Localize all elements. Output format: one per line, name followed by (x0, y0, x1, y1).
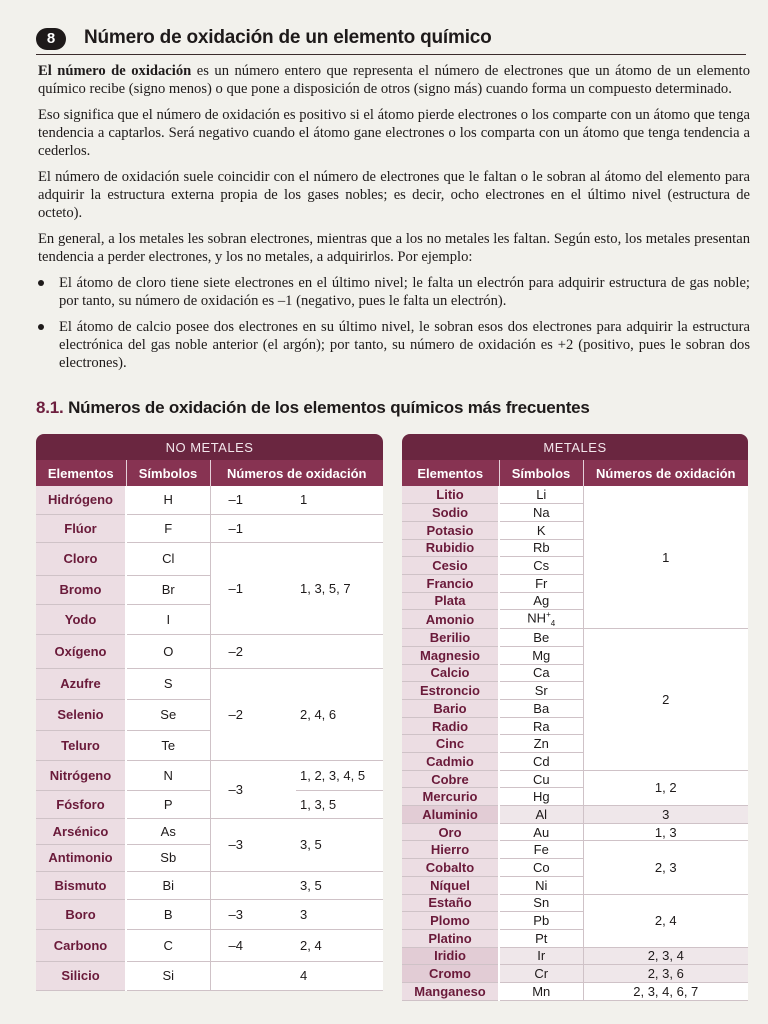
symbol-cell: Br (126, 575, 210, 604)
element-name-cell: Aluminio (402, 806, 499, 824)
oxidation-positive-cell: 4 (296, 961, 383, 990)
element-name-cell: Platino (402, 929, 499, 947)
column-header-elementos: Elementos (36, 460, 126, 486)
symbol-text: Mg (532, 647, 551, 663)
oxidation-negative-cell: –1 (210, 486, 296, 514)
element-name-cell: Cadmio (402, 753, 499, 771)
oxidation-positive-cell: 3, 5 (296, 871, 383, 899)
element-name-cell: Francio (402, 574, 499, 592)
symbol-cell (499, 929, 583, 947)
symbol-cell: C (126, 929, 210, 961)
symbol-cell (499, 557, 583, 575)
symbol-cell (499, 539, 583, 557)
element-name-cell: Estaño (402, 894, 499, 912)
symbol-text: Mn (532, 983, 551, 999)
symbol-cell (499, 574, 583, 592)
symbol-text: Sr (534, 683, 548, 699)
symbol-cell: Cl (126, 542, 210, 575)
symbol-text: Fr (535, 575, 548, 591)
element-name-cell: Mercurio (402, 788, 499, 806)
element-name-cell: Cesio (402, 557, 499, 575)
oxidation-positive-cell: 1 (296, 486, 383, 514)
oxidation-positive-cell (296, 634, 383, 668)
table-row (36, 871, 383, 899)
element-name-cell: Nitrógeno (36, 760, 126, 790)
symbol-text: Al (535, 806, 548, 822)
table-row (402, 486, 748, 504)
table-row (36, 668, 383, 699)
symbol-cell (499, 592, 583, 610)
symbol-cell (499, 646, 583, 664)
element-name-cell: Bario (402, 699, 499, 717)
nonmetals-table (36, 434, 383, 991)
symbol-text: Sn (533, 895, 550, 911)
table-row (36, 818, 383, 844)
column-header-elementos: Elementos (402, 460, 499, 486)
symbol-text: Pb (533, 913, 550, 929)
oxidation-numbers-cell: 1, 3 (583, 823, 748, 841)
symbol-cell (499, 806, 583, 824)
symbol-cell (499, 486, 583, 504)
symbol-cell (499, 788, 583, 806)
symbol-cell: Se (126, 699, 210, 730)
bullet-calcio-text: El átomo de calcio posee dos electrones en su último nivel, le sobran esos dos electrones para adquirir la estructura electrónica del gas noble anterior (el argón); por tanto, su número de oxidación es +2 (positivo, pues le sobran dos electrones). (59, 319, 750, 371)
symbol-cell (499, 664, 583, 682)
oxidation-negative-cell: –4 (210, 929, 296, 961)
symbol-text: Ag (533, 593, 550, 609)
symbol-cell: As (126, 818, 210, 844)
bullet-dot (38, 324, 44, 330)
element-name-cell: Oro (402, 823, 499, 841)
column-header-numeros-oxidacion: Números de oxidación (210, 460, 383, 486)
element-name-cell: Bromo (36, 575, 126, 604)
oxidation-negative-cell: –1 (210, 542, 296, 634)
symbol-text: Co (532, 860, 550, 876)
oxidation-negative-cell (210, 961, 296, 990)
symbol-text: Ir (537, 948, 546, 964)
table-row (36, 486, 383, 514)
symbol-cell (499, 876, 583, 894)
oxidation-numbers-cell: 2, 3, 4, 6, 7 (583, 982, 748, 1000)
column-header-simbolos: Símbolos (499, 460, 583, 486)
table-row (36, 514, 383, 542)
oxidation-positive-cell: 3, 5 (296, 818, 383, 871)
symbol-cell (499, 629, 583, 647)
table-row (36, 634, 383, 668)
oxidation-numbers-cell: 2, 3, 6 (583, 965, 748, 983)
symbol-cell (499, 753, 583, 771)
oxidation-numbers-cell: 1 (583, 486, 748, 629)
paragraph-definition (38, 62, 750, 98)
oxidation-negative-cell: –2 (210, 634, 296, 668)
bullet-calcio (38, 318, 750, 372)
symbol-cell (499, 735, 583, 753)
symbol-cell (499, 841, 583, 859)
element-name-cell: Calcio (402, 664, 499, 682)
symbol-cell (499, 965, 583, 983)
element-name-cell: Rubidio (402, 539, 499, 557)
table-row (402, 947, 748, 965)
element-name-cell: Yodo (36, 604, 126, 634)
element-name-cell: Azufre (36, 668, 126, 699)
nonmetals-title: NO METALES (36, 434, 383, 460)
element-name-cell: Cinc (402, 735, 499, 753)
symbol-text: Pt (535, 930, 548, 946)
element-name-cell: Radio (402, 717, 499, 735)
table-row (402, 841, 748, 859)
table-row (36, 929, 383, 961)
oxidation-positive-cell: 1, 2, 3, 4, 5 (296, 760, 383, 790)
element-name-cell: Cobre (402, 770, 499, 788)
metals-title: METALES (402, 434, 748, 460)
oxidation-numbers-cell: 1, 2 (583, 770, 748, 805)
oxidation-positive-cell: 1, 3, 5 (296, 790, 383, 818)
table-row (402, 770, 748, 788)
oxidation-numbers-cell: 2, 3 (583, 841, 748, 894)
symbol-text: Be (533, 630, 550, 646)
element-name-cell: Manganeso (402, 982, 499, 1000)
element-name-cell: Amonio (402, 610, 499, 629)
symbol-cell (499, 504, 583, 522)
term-numero-oxidacion: El número de oxidación (38, 63, 192, 79)
subsection-title: Números de oxidación de los elementos químicos más frecuentes (68, 398, 590, 417)
table-row (402, 823, 748, 841)
symbol-text: Ba (533, 700, 550, 716)
symbol-cell: Si (126, 961, 210, 990)
element-name-cell: Níquel (402, 876, 499, 894)
element-name-cell: Bismuto (36, 871, 126, 899)
element-name-cell: Plomo (402, 912, 499, 930)
element-name-cell: Flúor (36, 514, 126, 542)
symbol-text: Cr (534, 966, 549, 982)
oxidation-negative-cell: –2 (210, 668, 296, 760)
symbol-text: NH (527, 610, 547, 626)
element-name-cell: Estroncio (402, 682, 499, 700)
element-name-cell: Boro (36, 899, 126, 929)
oxidation-positive-cell: 2, 4, 6 (296, 668, 383, 760)
section-heading (36, 26, 746, 55)
paragraph-definition-text: es un número entero que representa el número de electrones que un átomo de un elemento químico recibe (signo menos) o que pone a disposición de otros (signo más) cuando forma un compuesto determinado. (38, 63, 750, 97)
element-name-cell: Sodio (402, 504, 499, 522)
section-number-badge: 8 (36, 28, 66, 50)
oxidation-negative-cell: –1 (210, 514, 296, 542)
symbol-text: Li (536, 487, 547, 503)
symbol-cell: Bi (126, 871, 210, 899)
oxidation-negative-cell: –3 (210, 760, 296, 818)
symbol-text: Ni (535, 877, 548, 893)
paragraph-metals: En general, a los metales les sobran electrones, mientras que a los no metales les faltan. Según esto, los metales presentan tendencia a perder electrones, y los no metales, a adquirirlos. Por ejemplo: (38, 231, 750, 265)
symbol-text: Cs (533, 558, 550, 574)
table-row (402, 806, 748, 824)
table-row (402, 965, 748, 983)
element-name-cell: Silicio (36, 961, 126, 990)
symbol-cell (499, 894, 583, 912)
symbol-cell: P (126, 790, 210, 818)
element-name-cell: Teluro (36, 730, 126, 760)
element-name-cell: Iridio (402, 947, 499, 965)
symbol-cell (499, 947, 583, 965)
element-name-cell: Hidrógeno (36, 486, 126, 514)
symbol-text: Ca (532, 665, 550, 681)
body-text (38, 62, 750, 380)
oxidation-positive-cell: 3 (296, 899, 383, 929)
section-title: Número de oxidación de un elemento químico (84, 27, 492, 48)
table-row (36, 899, 383, 929)
symbol-cell: F (126, 514, 210, 542)
oxidation-negative-cell (210, 871, 296, 899)
symbol-text: Rb (532, 540, 550, 556)
oxidation-positive-cell (296, 514, 383, 542)
element-name-cell: Selenio (36, 699, 126, 730)
paragraph-octet: El número de oxidación suele coincidir con el número de electrones que le faltan o le sobran al átomo del elemento para adquirir la estructura externa propia de los gases nobles; es decir, ocho electrones en el último nivel (estructura de octeto). (38, 169, 750, 221)
paragraph-sign: Eso significa que el número de oxidación es positivo si el átomo pierde electrones o los comparte con un átomo que tenga tendencia a captarlos. Será negativo cuando el átomo gane electrones o los comparta con un átomo que tenga tendencia a cederlos. (38, 107, 750, 159)
symbol-subscript: 4 (550, 619, 556, 629)
symbol-cell (499, 859, 583, 877)
element-name-cell: Oxígeno (36, 634, 126, 668)
symbol-text: Cu (532, 771, 550, 787)
symbol-cell (499, 682, 583, 700)
table-row (402, 894, 748, 912)
subsection-number: 8.1. (36, 398, 64, 417)
oxidation-numbers-cell: 2, 4 (583, 894, 748, 947)
column-header-simbolos: Símbolos (126, 460, 210, 486)
element-name-cell: Cobalto (402, 859, 499, 877)
oxidation-numbers-cell: 2 (583, 629, 748, 771)
oxidation-negative-cell: –3 (210, 818, 296, 871)
oxidation-numbers-cell: 3 (583, 806, 748, 824)
symbol-cell: Sb (126, 844, 210, 871)
symbol-cell (499, 823, 583, 841)
symbol-cell: I (126, 604, 210, 634)
element-name-cell: Cromo (402, 965, 499, 983)
element-name-cell: Litio (402, 486, 499, 504)
bullet-dot (38, 280, 44, 286)
element-name-cell: Cloro (36, 542, 126, 575)
symbol-charge: + (546, 610, 551, 620)
symbol-cell: S (126, 668, 210, 699)
symbol-cell (499, 699, 583, 717)
bullet-cloro (38, 274, 750, 310)
oxidation-numbers-cell: 2, 3, 4 (583, 947, 748, 965)
element-name-cell: Magnesio (402, 646, 499, 664)
element-name-cell: Fósforo (36, 790, 126, 818)
symbol-cell (499, 770, 583, 788)
element-name-cell: Carbono (36, 929, 126, 961)
oxidation-positive-cell: 2, 4 (296, 929, 383, 961)
element-name-cell: Potasio (402, 521, 499, 539)
element-name-cell: Plata (402, 592, 499, 610)
symbol-cell: O (126, 634, 210, 668)
symbol-cell: Te (126, 730, 210, 760)
element-name-cell: Antimonio (36, 844, 126, 871)
element-name-cell: Berilio (402, 629, 499, 647)
element-name-cell: Hierro (402, 841, 499, 859)
table-row (36, 760, 383, 790)
symbol-text: Ra (532, 718, 550, 734)
symbol-cell: B (126, 899, 210, 929)
bullet-cloro-text: El átomo de cloro tiene siete electrones en el último nivel; le falta un electrón para adquirir estructura de gas noble; por tanto, su número de oxidación es –1 (negativo, pues le falta un electrón). (59, 275, 750, 309)
table-row (36, 542, 383, 575)
subsection-heading (36, 398, 590, 418)
metals-table (402, 434, 748, 1001)
symbol-text: Hg (532, 789, 550, 805)
symbol-cell (499, 912, 583, 930)
oxidation-positive-cell: 1, 3, 5, 7 (296, 542, 383, 634)
symbol-text: Cd (532, 753, 550, 769)
symbol-cell (499, 717, 583, 735)
symbol-cell: N (126, 760, 210, 790)
symbol-text: Zn (533, 736, 549, 752)
table-row (402, 629, 748, 647)
table-row (36, 961, 383, 990)
table-row (36, 790, 383, 818)
symbol-cell (499, 521, 583, 539)
symbol-text: Na (532, 505, 550, 521)
symbol-text: K (536, 522, 546, 538)
symbol-cell (499, 610, 583, 629)
element-name-cell: Arsénico (36, 818, 126, 844)
symbol-text: Fe (533, 842, 549, 858)
symbol-text: Au (533, 824, 550, 840)
symbol-cell: H (126, 486, 210, 514)
table-row (402, 982, 748, 1000)
oxidation-negative-cell: –3 (210, 899, 296, 929)
column-header-numeros-oxidacion: Números de oxidación (583, 460, 748, 486)
symbol-cell (499, 982, 583, 1000)
